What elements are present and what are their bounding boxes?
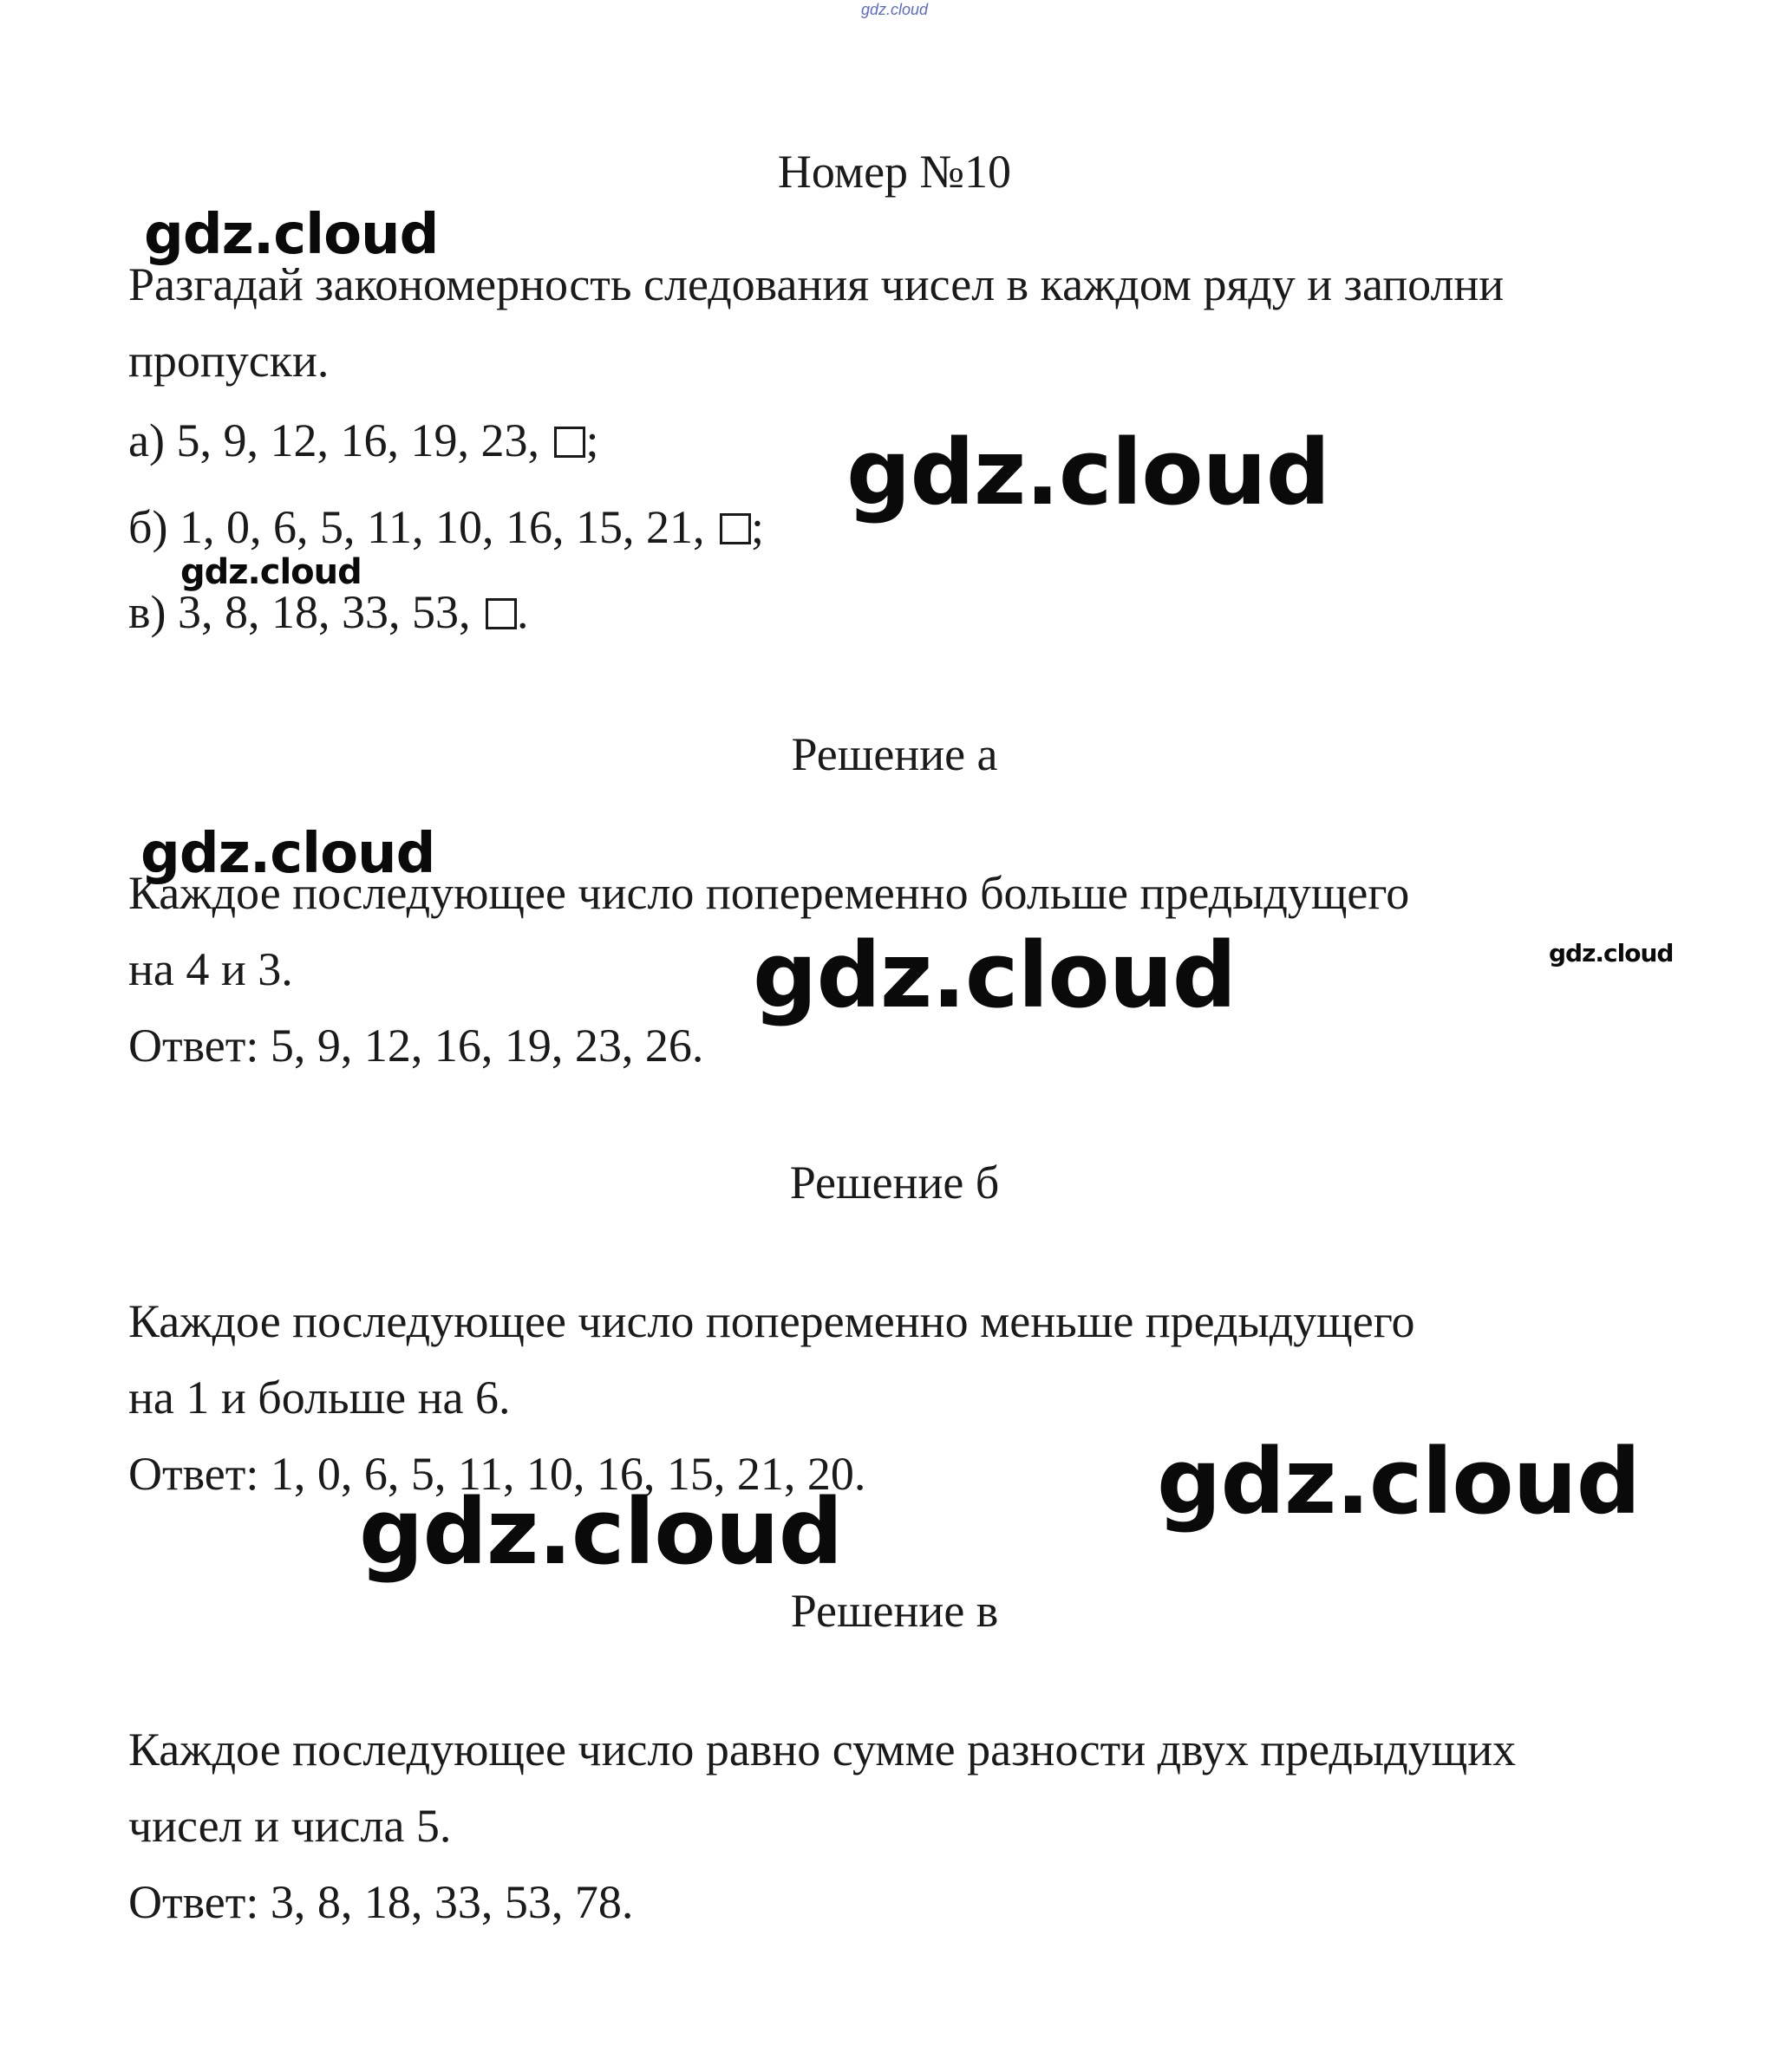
task-item-c-end: .	[516, 586, 529, 638]
blank-box-icon	[486, 598, 517, 629]
solution-a-line-1: Каждое последующее число попеременно больше предыдущего	[128, 867, 1410, 919]
blank-box-icon	[720, 513, 751, 544]
watermark: gdz.cloud	[753, 922, 1237, 1028]
solution-c-heading: Решение в	[790, 1585, 999, 1637]
task-item-b	[128, 501, 764, 553]
solution-b-heading: Решение б	[789, 1157, 1000, 1209]
task-item-a-text: а) 5, 9, 12, 16, 19, 23,	[128, 414, 539, 466]
watermark: gdz.cloud	[1157, 1429, 1641, 1534]
task-item-b-text: б) 1, 0, 6, 5, 11, 10, 16, 15, 21,	[128, 501, 705, 553]
solution-a-heading: Решение а	[791, 728, 998, 780]
task-text-line-2: пропуски.	[128, 335, 330, 387]
solution-a-line-2: на 4 и 3.	[128, 943, 293, 995]
task-item-a-end: ;	[585, 414, 599, 466]
solution-a-answer: Ответ: 5, 9, 12, 16, 19, 23, 26.	[128, 1020, 704, 1072]
solution-b-answer: Ответ: 1, 0, 6, 5, 11, 10, 16, 15, 21, 20.	[128, 1448, 866, 1500]
watermark: gdz.cloud	[140, 822, 435, 886]
solution-c-line-1: Каждое последующее число равно сумме разности двух предыдущих	[128, 1723, 1517, 1776]
task-text-line-1: Разгадай закономерность следования чисел в каждом ряду и заполни	[128, 258, 1505, 310]
watermark: gdz.cloud	[846, 420, 1330, 525]
blank-box-icon	[554, 427, 585, 458]
watermark: gdz.cloud	[180, 552, 362, 592]
task-item-a	[128, 414, 598, 466]
task-item-b-end: ;	[750, 501, 764, 553]
watermark: gdz.cloud	[144, 203, 439, 267]
solution-c-line-2: чисел и числа 5.	[128, 1800, 452, 1852]
solution-c-answer: Ответ: 3, 8, 18, 33, 53, 78.	[128, 1876, 634, 1928]
watermark: gdz.cloud	[359, 1479, 843, 1585]
task-item-c-text: в) 3, 8, 18, 33, 53,	[128, 586, 471, 638]
watermark: gdz.cloud	[1549, 939, 1674, 968]
task-item-c	[128, 586, 528, 638]
top-watermark: gdz.cloud	[860, 1, 929, 18]
solution-b-line-2: на 1 и больше на 6.	[128, 1372, 511, 1424]
page-title: Номер №10	[777, 146, 1012, 198]
solution-b-line-1: Каждое последующее число попеременно меньше предыдущего	[128, 1295, 1415, 1347]
